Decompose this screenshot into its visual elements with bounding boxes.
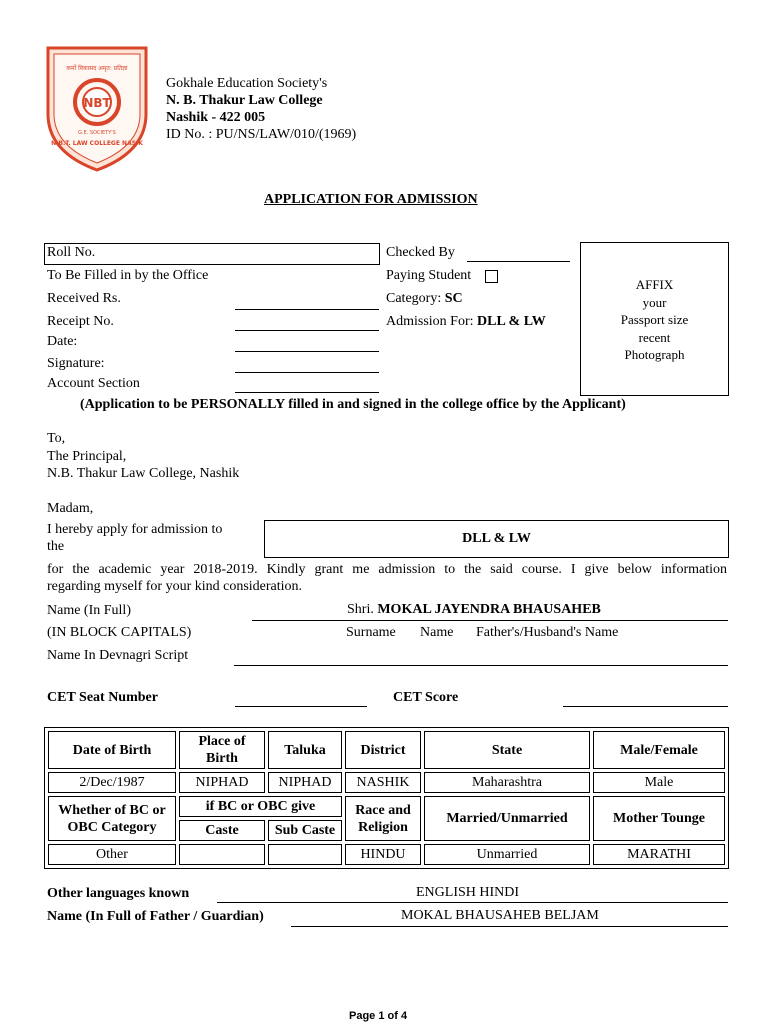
name-sub-label: Name [420, 625, 454, 640]
details-table [44, 727, 729, 869]
photo-line-5: Photograph [624, 347, 685, 362]
letter-salutation: Madam, [47, 501, 94, 516]
receipt-label: Receipt No. [47, 314, 114, 329]
letter-body-2: regarding myself for your kind consideration. [47, 579, 303, 594]
table-row [48, 844, 725, 865]
father-sub-label: Father's/Husband's Name [476, 625, 619, 640]
photo-box[interactable] [580, 242, 729, 396]
languages-label: Other languages known [47, 886, 190, 901]
header-if-bc: if BC or OBC give [179, 796, 342, 817]
header-mother-tongue: Mother Tounge [593, 796, 725, 841]
admission-value: DLL & LW [477, 314, 546, 329]
course-value: DLL & LW [462, 531, 531, 546]
name-prefix: Shri. [347, 602, 374, 617]
roll-no-field[interactable] [44, 243, 380, 265]
cell-state[interactable]: Maharashtra [424, 772, 590, 793]
cell-mother-tongue[interactable]: MARATHI [593, 844, 725, 865]
languages-value: ENGLISH HINDI [416, 885, 520, 900]
cell-dob[interactable]: 2/Dec/1987 [48, 772, 176, 793]
father-name-line[interactable] [291, 926, 728, 927]
college-city: Nashik - 422 005 [166, 110, 266, 125]
table-row [48, 731, 725, 769]
table-row [48, 772, 725, 793]
photo-line-2: your [642, 294, 667, 310]
surname-label: Surname [346, 625, 396, 640]
college-logo [44, 44, 150, 172]
college-name: N. B. Thakur Law College [166, 93, 323, 108]
devnagri-line[interactable] [234, 665, 728, 666]
header-caste: Caste [179, 820, 265, 841]
devnagri-label: Name In Devnagri Script [47, 648, 189, 663]
cell-taluka[interactable]: NIPHAD [268, 772, 342, 793]
table-row [48, 796, 725, 817]
cell-bc-category[interactable]: Other [48, 844, 176, 865]
date-line[interactable] [235, 351, 379, 352]
received-line[interactable] [235, 309, 379, 310]
photo-line-3: Passport size [620, 312, 689, 327]
cet-seat-line[interactable] [235, 706, 367, 707]
father-name-label: Name (In Full of Father / Guardian) [47, 909, 264, 924]
letter-principal: The Principal, [47, 449, 127, 464]
header-state: State [424, 731, 590, 769]
course-box[interactable] [264, 520, 729, 558]
paying-student-label: Paying Student [386, 268, 472, 283]
category-value: SC [444, 291, 463, 306]
apply-text-2: the [47, 539, 65, 554]
photo-line-1: AFFIX [635, 277, 674, 292]
block-capitals-label: (IN BLOCK CAPITALS) [47, 625, 192, 640]
admission-label: Admission For: [386, 314, 474, 329]
receipt-line[interactable] [235, 330, 379, 331]
header-sub-caste: Sub Caste [268, 820, 342, 841]
letter-college: N.B. Thakur Law College, Nashik [47, 466, 240, 481]
father-name-value: MOKAL BHAUSAHEB BELJAM [401, 908, 599, 923]
name-line[interactable] [252, 620, 728, 621]
paying-student-checkbox[interactable] [485, 270, 498, 283]
name-value: MOKAL JAYENDRA BHAUSAHEB [377, 602, 601, 617]
category-label: Category: [386, 291, 442, 306]
office-filled-label: To Be Filled in by the Office [47, 268, 209, 283]
header-marital-status: Married/Unmarried [424, 796, 590, 841]
received-label: Received Rs. [47, 291, 121, 306]
roll-no-label: Roll No. [47, 245, 96, 260]
cell-sub-caste[interactable] [268, 844, 342, 865]
photo-line-4: recent [638, 329, 671, 345]
cell-caste[interactable] [179, 844, 265, 865]
cet-score-line[interactable] [563, 706, 728, 707]
date-label: Date: [47, 334, 78, 349]
header-bc-category: Whether of BC or OBC Category [48, 796, 176, 841]
header-taluka: Taluka [268, 731, 342, 769]
name-label: Name (In Full) [47, 603, 131, 618]
logo-society-text: G.E. SOCIETY'S [78, 130, 116, 136]
society-name: Gokhale Education Society's [166, 76, 328, 91]
letter-to: To, [47, 431, 66, 446]
header-race-religion: Race and Religion [345, 796, 421, 841]
header-pob: Place of Birth [179, 731, 265, 769]
checked-by-line[interactable] [467, 261, 570, 262]
logo-bottom-text: N.B.T. LAW COLLEGE NASIK [51, 140, 143, 147]
page-number: Page 1 of 4 [349, 1010, 408, 1022]
cell-marital-status[interactable]: Unmarried [424, 844, 590, 865]
languages-line[interactable] [217, 902, 728, 903]
logo-top-text: कर्मो विकासद अमृत: प्रतिज्ञा [66, 65, 128, 72]
account-label: Account Section [47, 376, 140, 391]
header-dob: Date of Birth [48, 731, 176, 769]
header-gender: Male/Female [593, 731, 725, 769]
form-title: APPLICATION FOR ADMISSION [264, 192, 478, 207]
checked-by-label: Checked By [386, 245, 455, 260]
letter-body-1: for the academic year 2018-2019. Kindly grant me admission to the said course. I give below information [47, 562, 727, 577]
signature-label: Signature: [47, 356, 105, 371]
account-line[interactable] [235, 392, 379, 393]
college-id: ID No. : PU/NS/LAW/010/(1969) [166, 127, 357, 142]
cell-district[interactable]: NASHIK [345, 772, 421, 793]
cell-gender[interactable]: Male [593, 772, 725, 793]
header-district: District [345, 731, 421, 769]
apply-text-1: I hereby apply for admission to [47, 522, 223, 537]
signature-line[interactable] [235, 372, 379, 373]
cell-pob[interactable]: NIPHAD [179, 772, 265, 793]
logo-monogram: NBT [83, 96, 111, 110]
cell-race-religion[interactable]: HINDU [345, 844, 421, 865]
cet-score-label: CET Score [393, 690, 459, 705]
notice-text: (Application to be PERSONALLY filled in and signed in the college office by the Applicant) [80, 397, 626, 412]
cet-seat-label: CET Seat Number [47, 690, 158, 705]
